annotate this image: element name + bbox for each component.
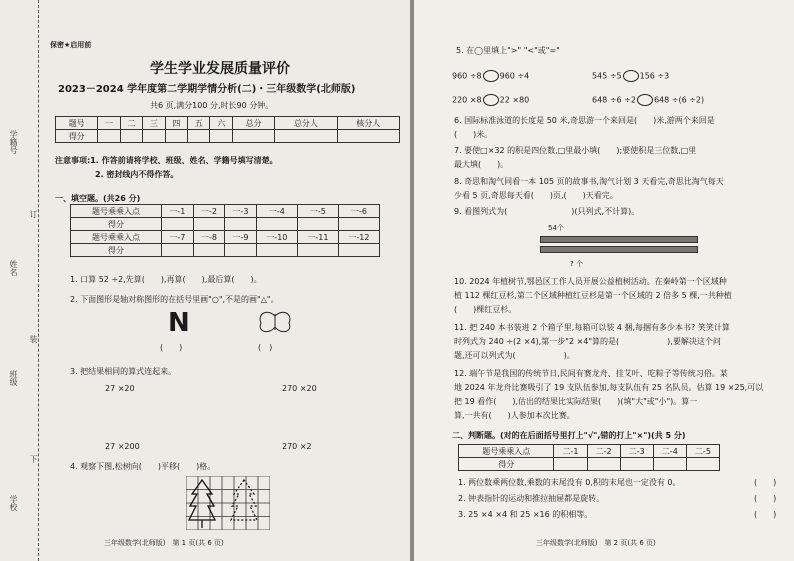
question-10c: ( )棵红豆杉。 — [454, 305, 517, 314]
right-page — [414, 0, 794, 561]
side-label-ding: 订 — [29, 210, 38, 218]
score-cell[interactable] — [210, 130, 232, 143]
question-10b: 植 112 棵红豆杉,第二个区域种植红豆杉是第一个区域的 2 倍多 5 棵,一共种植 — [454, 291, 732, 300]
score-header: 六 — [210, 117, 232, 130]
judge-1: 1. 两位数乘两位数,乘数的末尾没有 0,积的末尾也一定没有 0。 — [458, 478, 681, 487]
mini-header: 一-9 — [225, 231, 257, 244]
mini-header: 一-10 — [256, 231, 297, 244]
mini-cell[interactable] — [162, 218, 194, 231]
judge-cell[interactable] — [653, 458, 686, 471]
score-cell[interactable] — [232, 130, 274, 143]
side-label-id: 学籍号 — [9, 130, 18, 154]
score-cell[interactable] — [120, 130, 142, 143]
mini-header: 一-8 — [193, 231, 225, 244]
compare-item — [592, 70, 669, 82]
judge-1-paren[interactable]: ( ) — [754, 478, 777, 487]
question-12a: 12. 端午节是我国的传统节日,民间有赛龙舟、挂艾叶、吃粽子等传统习俗。某 — [454, 369, 728, 378]
mini-cell[interactable] — [338, 218, 379, 231]
question-4: 4. 观察下图,松树向( )平移( )格。 — [70, 462, 216, 471]
question-9: 9. 看图列式为( )(只列式,不计算)。 — [454, 207, 640, 216]
question-6b: ( )米。 — [454, 130, 493, 139]
judge-2-paren[interactable]: ( ) — [754, 494, 777, 503]
question-12d: 算,一共有( )人参加本次比赛。 — [454, 411, 575, 420]
compare-item — [592, 94, 704, 106]
question-3: 3. 把结果相同的算式连起来。 — [70, 367, 177, 376]
secret-label: 保密★启用前 — [50, 41, 92, 49]
mini-header: 一-11 — [297, 231, 338, 244]
score-cell[interactable] — [98, 130, 120, 143]
question-11a: 11. 把 240 本书装进 2 个箱子里,每箱可以装 4 捆,每捆有多少本书? 笑笑计算 — [454, 323, 730, 332]
score-cell[interactable] — [165, 130, 187, 143]
q2-paren-1: ( ) — [160, 343, 183, 352]
exam-subtitle: 2023－2024 学年度第二学期学情分析(二)・三年级数学(北师版) — [58, 84, 356, 95]
page-title: 学生学业发展质量评价 — [150, 61, 290, 77]
judge-header: 二-3 — [620, 445, 653, 458]
side-label-class: 班级 — [9, 370, 18, 386]
judge-header: 二-2 — [587, 445, 620, 458]
exam-info: 共6 页,满分100 分,时长90 分钟。 — [150, 101, 274, 110]
mini-cell[interactable] — [256, 218, 297, 231]
mini-cell[interactable] — [297, 244, 338, 257]
question-8a: 8. 奇思和淘气同看一本 105 页的故事书,淘气计划 3 天看完,奇思比淘气每天 — [454, 177, 724, 186]
mini-header: 一-2 — [193, 205, 225, 218]
score-cell[interactable] — [188, 130, 210, 143]
score-row-label: 得分 — [56, 130, 98, 143]
question-8b: 少看 5 页,奇思每天看( )页,( )天看完。 — [454, 191, 618, 200]
mini-header: 一-1 — [162, 205, 194, 218]
question-10a: 10. 2024 年植树节,鄂邑区工作人员开展公益植树活动。在秦岭第一个区域种 — [454, 277, 727, 286]
compare-circle[interactable] — [623, 70, 639, 82]
judge-header: 二-1 — [554, 445, 587, 458]
score-header: 题号 — [56, 117, 98, 130]
compare-left: 648 ÷6 ÷2 — [592, 95, 636, 105]
expr-270x2: 270 ×2 — [282, 442, 312, 451]
compare-circle[interactable] — [483, 94, 499, 106]
mini-cell[interactable] — [338, 244, 379, 257]
mini-header: 一-7 — [162, 231, 194, 244]
question-6a: 6. 国际标准泳道的长度是 50 米,奇思游一个来回是( )米,游两个来回是 — [454, 116, 715, 125]
mini-score-label: 得分 — [71, 244, 162, 257]
expr-270x20: 270 ×20 — [282, 384, 317, 393]
compare-circle[interactable] — [483, 70, 499, 82]
expr-27x200: 27 ×200 — [105, 442, 140, 451]
question-1: 1. 口算 52 ÷2,先算( ),再算( ),最后算( )。 — [70, 275, 262, 284]
compare-circle[interactable] — [637, 94, 653, 106]
bar-top-label: 54个 — [548, 224, 564, 232]
page-footer-2: 三年级数学(北师版) 第 2 页(共 6 页) — [536, 539, 656, 547]
page-footer-1: 三年级数学(北师版) 第 1 页(共 6 页) — [104, 539, 224, 547]
mini-cell[interactable] — [193, 218, 225, 231]
judge-header: 二-4 — [653, 445, 686, 458]
judge-3-paren[interactable]: ( ) — [754, 510, 777, 519]
mini-header: 一-3 — [225, 205, 257, 218]
score-header: 四 — [165, 117, 187, 130]
mini-header: 题号乘乘入点 — [71, 231, 162, 244]
compare-right: 648 ÷(6 ÷2) — [653, 95, 705, 105]
mini-cell[interactable] — [297, 218, 338, 231]
compare-left: 545 ÷5 — [592, 71, 622, 81]
note-1: 注意事项:1. 作答前请将学校、班级、姓名、学籍号填写清楚。 — [55, 156, 278, 165]
mini-score-label: 得分 — [71, 218, 162, 231]
score-header: 核分人 — [337, 117, 399, 130]
side-label-zhuang: 装 — [29, 335, 38, 343]
side-label-name: 姓名 — [9, 260, 18, 276]
judge-score-label: 得分 — [459, 458, 554, 471]
compare-right: 22 ×80 — [499, 95, 530, 105]
section-1-title: 一、填空题。(共26 分) — [55, 194, 141, 203]
compare-left: 220 ×8 — [452, 95, 482, 105]
mini-cell[interactable] — [225, 218, 257, 231]
mini-cell[interactable] — [225, 244, 257, 257]
judge-2: 2. 钟表指针的运动和推拉抽屉都是旋转。 — [458, 494, 605, 503]
score-header: 一 — [98, 117, 120, 130]
compare-item — [452, 70, 529, 82]
seal-line — [38, 0, 39, 561]
judge-cell[interactable] — [620, 458, 653, 471]
score-cell[interactable] — [143, 130, 165, 143]
score-header: 总分人 — [275, 117, 337, 130]
judge-cell[interactable] — [554, 458, 587, 471]
bar-upper — [540, 236, 698, 243]
compare-item — [452, 94, 529, 106]
judge-header: 题号乘乘入点 — [459, 445, 554, 458]
score-header: 总分 — [232, 117, 274, 130]
side-label-school: 学校 — [9, 495, 18, 511]
compare-right: 156 ÷3 — [639, 71, 670, 81]
score-header: 二 — [120, 117, 142, 130]
question-7a: 7. 要使□×32 的积是四位数,□里最小填( );要使积是三位数,□里 — [454, 146, 697, 155]
mini-header: 一-4 — [256, 205, 297, 218]
judge-score-table — [458, 444, 720, 471]
bar-lower — [540, 246, 698, 253]
question-11b: 时列式为 240 ÷(2 ×4),第一步"2 ×4"算的是( ),要解决这个问 — [454, 337, 721, 346]
mini-header: 一-12 — [338, 231, 379, 244]
section-2-title: 二、判断题。(对的在后面括号里打上"√",错的打上"×")(共 5 分) — [452, 431, 686, 440]
question-12b: 地 2024 年龙舟比赛吸引了 19 支队伍参加,每支队伍有 25 名队员。估算 19 ×25,可以 — [454, 383, 764, 392]
fill-score-table — [70, 204, 380, 257]
score-cell[interactable] — [275, 130, 337, 143]
mini-cell[interactable] — [193, 244, 225, 257]
mini-header: 题号乘乘入点 — [71, 205, 162, 218]
judge-cell[interactable] — [587, 458, 620, 471]
pine-grid-diagram — [186, 476, 270, 530]
butterfly-icon — [255, 310, 295, 336]
q2-paren-2: ( ) — [258, 343, 273, 352]
compare-left: 960 ÷8 — [452, 71, 482, 81]
question-12c: 把 19 看作( ),估出的结果比实际结果( )(填"大"或"小")。算一 — [454, 397, 698, 406]
compare-right: 960 ÷4 — [499, 71, 530, 81]
question-5: 5. 在◯里填上">" "<"或"=" — [456, 46, 560, 55]
mini-cell[interactable] — [256, 244, 297, 257]
bar-bottom-label: ? 个 — [570, 260, 583, 268]
score-header: 五 — [188, 117, 210, 130]
judge-cell[interactable] — [686, 458, 719, 471]
mini-header: 一-6 — [338, 205, 379, 218]
question-11c: 题,还可以列式为( )。 — [454, 351, 575, 360]
note-2: 2. 密封线内不得作答。 — [95, 170, 179, 179]
score-cell[interactable] — [337, 130, 399, 143]
score-header: 三 — [143, 117, 165, 130]
expr-27x20: 27 ×20 — [105, 384, 135, 393]
mini-header: 一-5 — [297, 205, 338, 218]
question-2: 2. 下面图形是轴对称图形的在括号里画"○",不是的画"△"。 — [70, 295, 279, 304]
score-table — [55, 116, 400, 143]
side-label-xia: 下 — [29, 455, 38, 463]
question-7b: 最大填( )。 — [454, 160, 509, 169]
mini-cell[interactable] — [162, 244, 194, 257]
judge-3: 3. 25 ×4 ×4 和 25 ×16 的积相等。 — [458, 510, 593, 519]
letter-n: N — [168, 308, 190, 338]
judge-header: 二-5 — [686, 445, 719, 458]
